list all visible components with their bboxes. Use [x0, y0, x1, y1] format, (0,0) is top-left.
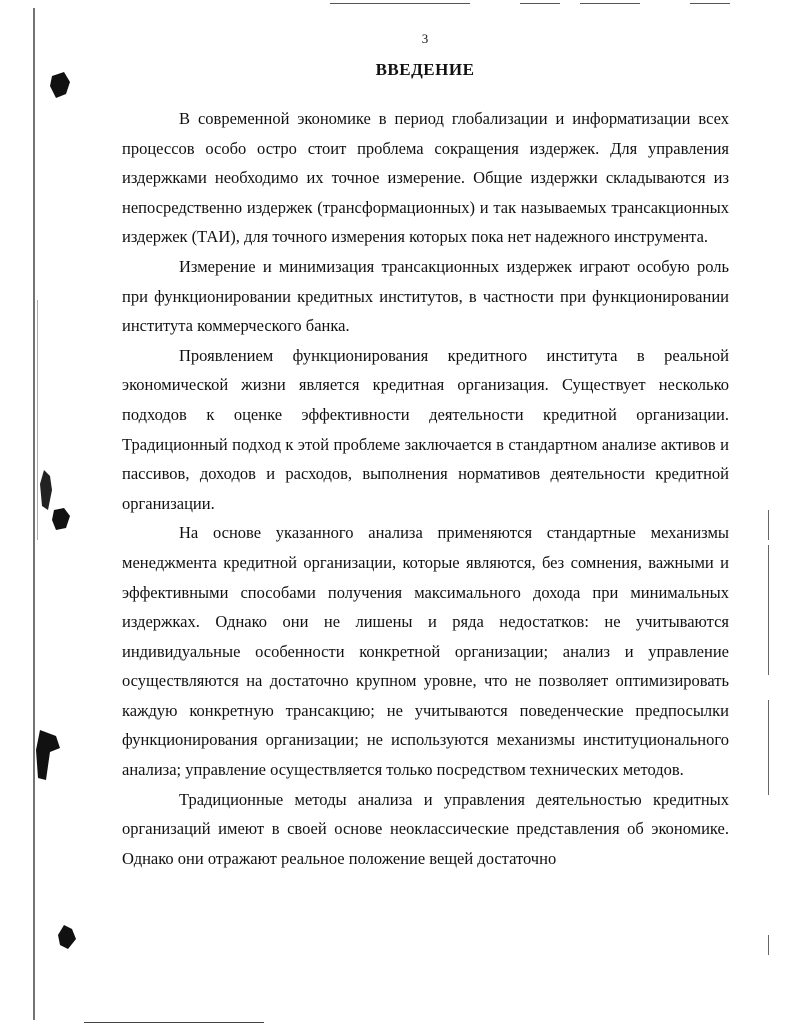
scan-right-mark: [768, 545, 769, 675]
punch-hole-mark: [58, 925, 76, 949]
scan-top-mark: [520, 3, 560, 4]
paragraph: На основе указанного анализа применяются стандартные механизмы менеджмента кредитной организации, которые являются, без сомнения, важными и эффективными способами получения максимального дохода при минимальных издержках. Однако они не лишены и ряда недостатков: не учитываются индивидуальные особенности конкретной организации; анализ и управление осуществляются на достаточно крупном уровне, что не позволяет оптимизировать каждую конкретную трансакцию; не учитываются поведенческие предпосылки функционирования организации; не используются механизмы институционального анализа; управление осуществляется только посредством технических методов.: [122, 523, 729, 780]
body-text: [122, 104, 729, 873]
punch-hole-mark: [36, 730, 60, 780]
scan-top-mark: [580, 3, 640, 4]
scan-right-mark: [768, 935, 769, 955]
scan-right-mark: [768, 700, 769, 795]
scan-bottom-line: [84, 1022, 264, 1023]
scan-top-mark: [690, 3, 730, 4]
paragraph: Традиционные методы анализа и управления деятельностью кредитных организаций имеют в своей основе неоклассические представления об экономике. Однако они отражают реальное положение вещей достаточно: [122, 789, 729, 868]
section-title: ВВЕДЕНИЕ: [375, 60, 475, 79]
paragraph: Измерение и минимизация трансакционных издержек играют особую роль при функционировании кредитных институтов, в частности при функционировании института коммерческого банка.: [122, 256, 729, 336]
scan-top-mark: [330, 3, 470, 4]
paragraph: Проявлением функционирования кредитного института в реальной экономической жизни является кредитная организация. Существует несколько подходов к оценке эффективности деятельности кредитной организации. Традиционный подход к этой проблеме заключается в стандартном анализе активов и пассивов, доходов и расходов, выполнения нормативов деятельности кредитной организации.: [122, 345, 729, 513]
scan-edge-line: [33, 8, 35, 1020]
scan-right-mark: [768, 510, 769, 540]
page-number: 3: [421, 31, 429, 46]
punch-hole-mark: [52, 508, 70, 530]
paragraph: В современной экономике в период глобализации и информатизации всех процессов особо остро стоит проблема сокращения издержек. Для управления издержками необходимо их точное измерение. Общие издержки складываются из непосредственно издержек (трансформационных) и так называемых трансакционных издержек (ТАИ), для точного измерения которых пока нет надежного инструмента.: [122, 109, 729, 247]
scan-noise: [40, 470, 52, 510]
scan-edge-line-secondary: [37, 300, 38, 540]
